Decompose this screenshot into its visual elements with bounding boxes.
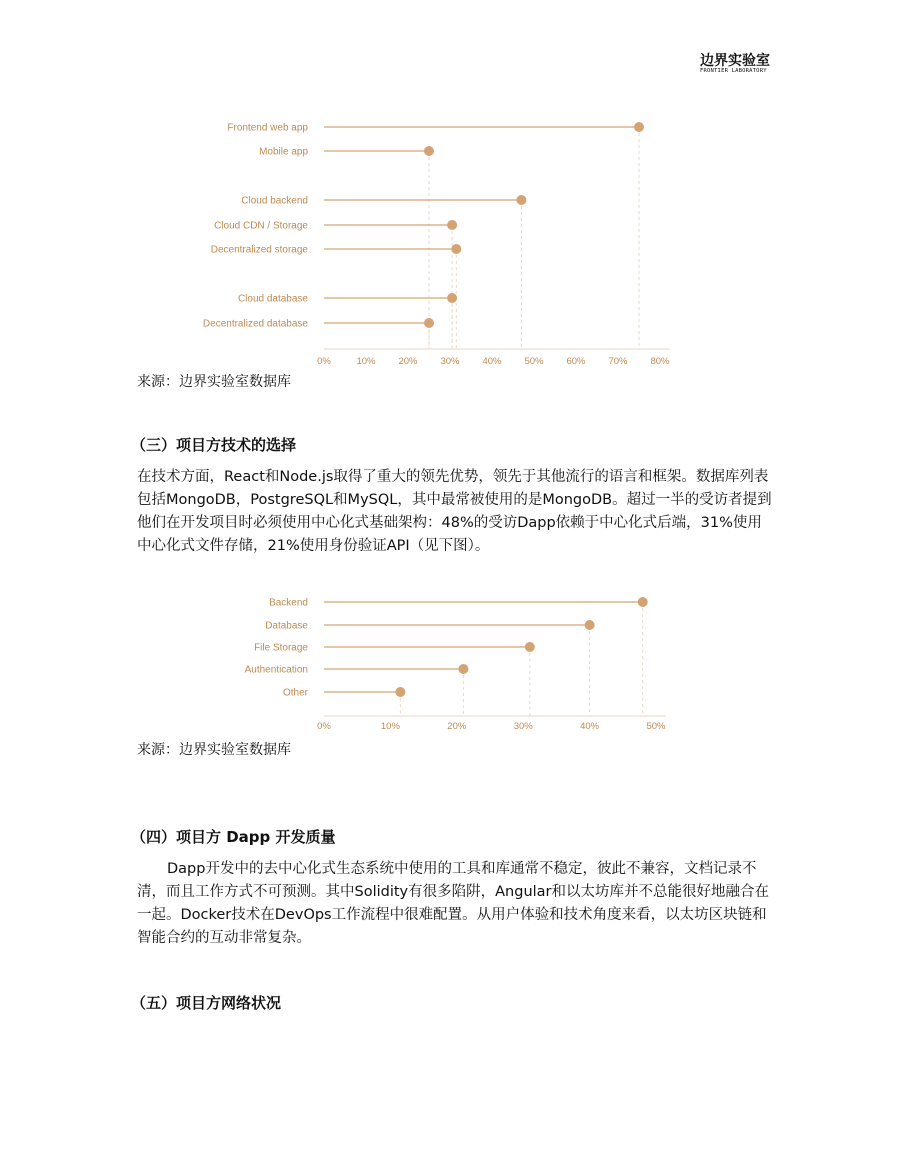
lollipop-dot — [525, 642, 535, 652]
lollipop-dot — [395, 687, 405, 697]
x-tick-label: 40% — [580, 721, 600, 732]
x-tick-label: 10% — [380, 721, 400, 732]
category-label: Frontend web app — [227, 122, 308, 134]
section5-heading: （五）项目方网络状况 — [131, 994, 282, 1012]
category-label: Cloud CDN / Storage — [214, 220, 308, 232]
logo-subtitle: FRONTIER LABORATORY — [700, 68, 767, 74]
lollipop-dot — [634, 122, 644, 132]
category-label: Authentication — [244, 664, 308, 676]
category-label: Decentralized storage — [210, 244, 308, 256]
x-tick-label: 10% — [356, 356, 376, 367]
category-label: Cloud backend — [241, 195, 308, 207]
x-tick-label: 20% — [398, 356, 418, 367]
section4-paragraph: Dapp开发中的去中心化式生态系统中使用的工具和库通常不稳定，彼此不兼容，文档记录不清，而且工作方式不可预测。其中Solidity有很多陷阱，Angular和以太坊库并不总能很好地融合在一起。Docker技术在DevOps工作流程中很难配置。从用户体验和技术角度来看，以太坊区块链和智能合约的互动非常复杂。 — [137, 861, 770, 946]
lollipop-dot — [424, 146, 434, 156]
category-label: Backend — [269, 597, 308, 609]
x-tick-label: 30% — [513, 721, 533, 732]
x-tick-label: 40% — [482, 356, 502, 367]
centralized-infrastructure-chart — [0, 588, 900, 738]
chart1-source: 来源：边界实验室数据库 — [137, 374, 291, 390]
category-label: Mobile app — [259, 146, 308, 158]
x-tick-label: 20% — [447, 721, 467, 732]
lollipop-dot — [516, 195, 526, 205]
x-tick-label: 80% — [650, 356, 670, 367]
logo-title: 边界实验室 — [700, 53, 770, 69]
category-label: File Storage — [254, 642, 308, 654]
x-tick-label: 0% — [317, 721, 331, 732]
chart2-source: 来源：边界实验室数据库 — [137, 742, 291, 758]
category-label: Database — [265, 620, 308, 632]
lollipop-dot — [447, 293, 457, 303]
lollipop-dot — [424, 318, 434, 328]
category-label: Cloud database — [237, 293, 308, 305]
x-tick-label: 60% — [566, 356, 586, 367]
lollipop-dot — [638, 597, 648, 607]
category-label: Other — [282, 687, 308, 699]
x-tick-label: 30% — [440, 356, 460, 367]
lollipop-dot — [458, 664, 468, 674]
section3-heading: （三）项目方技术的选择 — [131, 436, 297, 454]
lollipop-dot — [451, 244, 461, 254]
section4-heading: （四）项目方 Dapp 开发质量 — [131, 828, 336, 846]
lollipop-dot — [447, 220, 457, 230]
hosting-infrastructure-chart — [0, 110, 900, 370]
x-tick-label: 50% — [524, 356, 544, 367]
x-tick-label: 70% — [608, 356, 628, 367]
frontier-laboratory-logo — [700, 54, 770, 78]
x-tick-label: 50% — [646, 721, 666, 732]
x-tick-label: 0% — [317, 356, 331, 367]
category-label: Decentralized database — [202, 318, 308, 330]
lollipop-dot — [585, 620, 595, 630]
section3-paragraph: 在技术方面，React和Node.js取得了重大的领先优势，领先于其他流行的语言和框架。数据库列表包括MongoDB，PostgreSQL和MySQL，其中最常被使用的是MongoDB。超过一半的受访者提到他们在开发项目时必须使用中心化式基础架构：48%的受访Dapp依赖于中心化式后端，31%使用中心化式文件存储，21%使用身份验证API（见下图）。 — [137, 469, 772, 554]
